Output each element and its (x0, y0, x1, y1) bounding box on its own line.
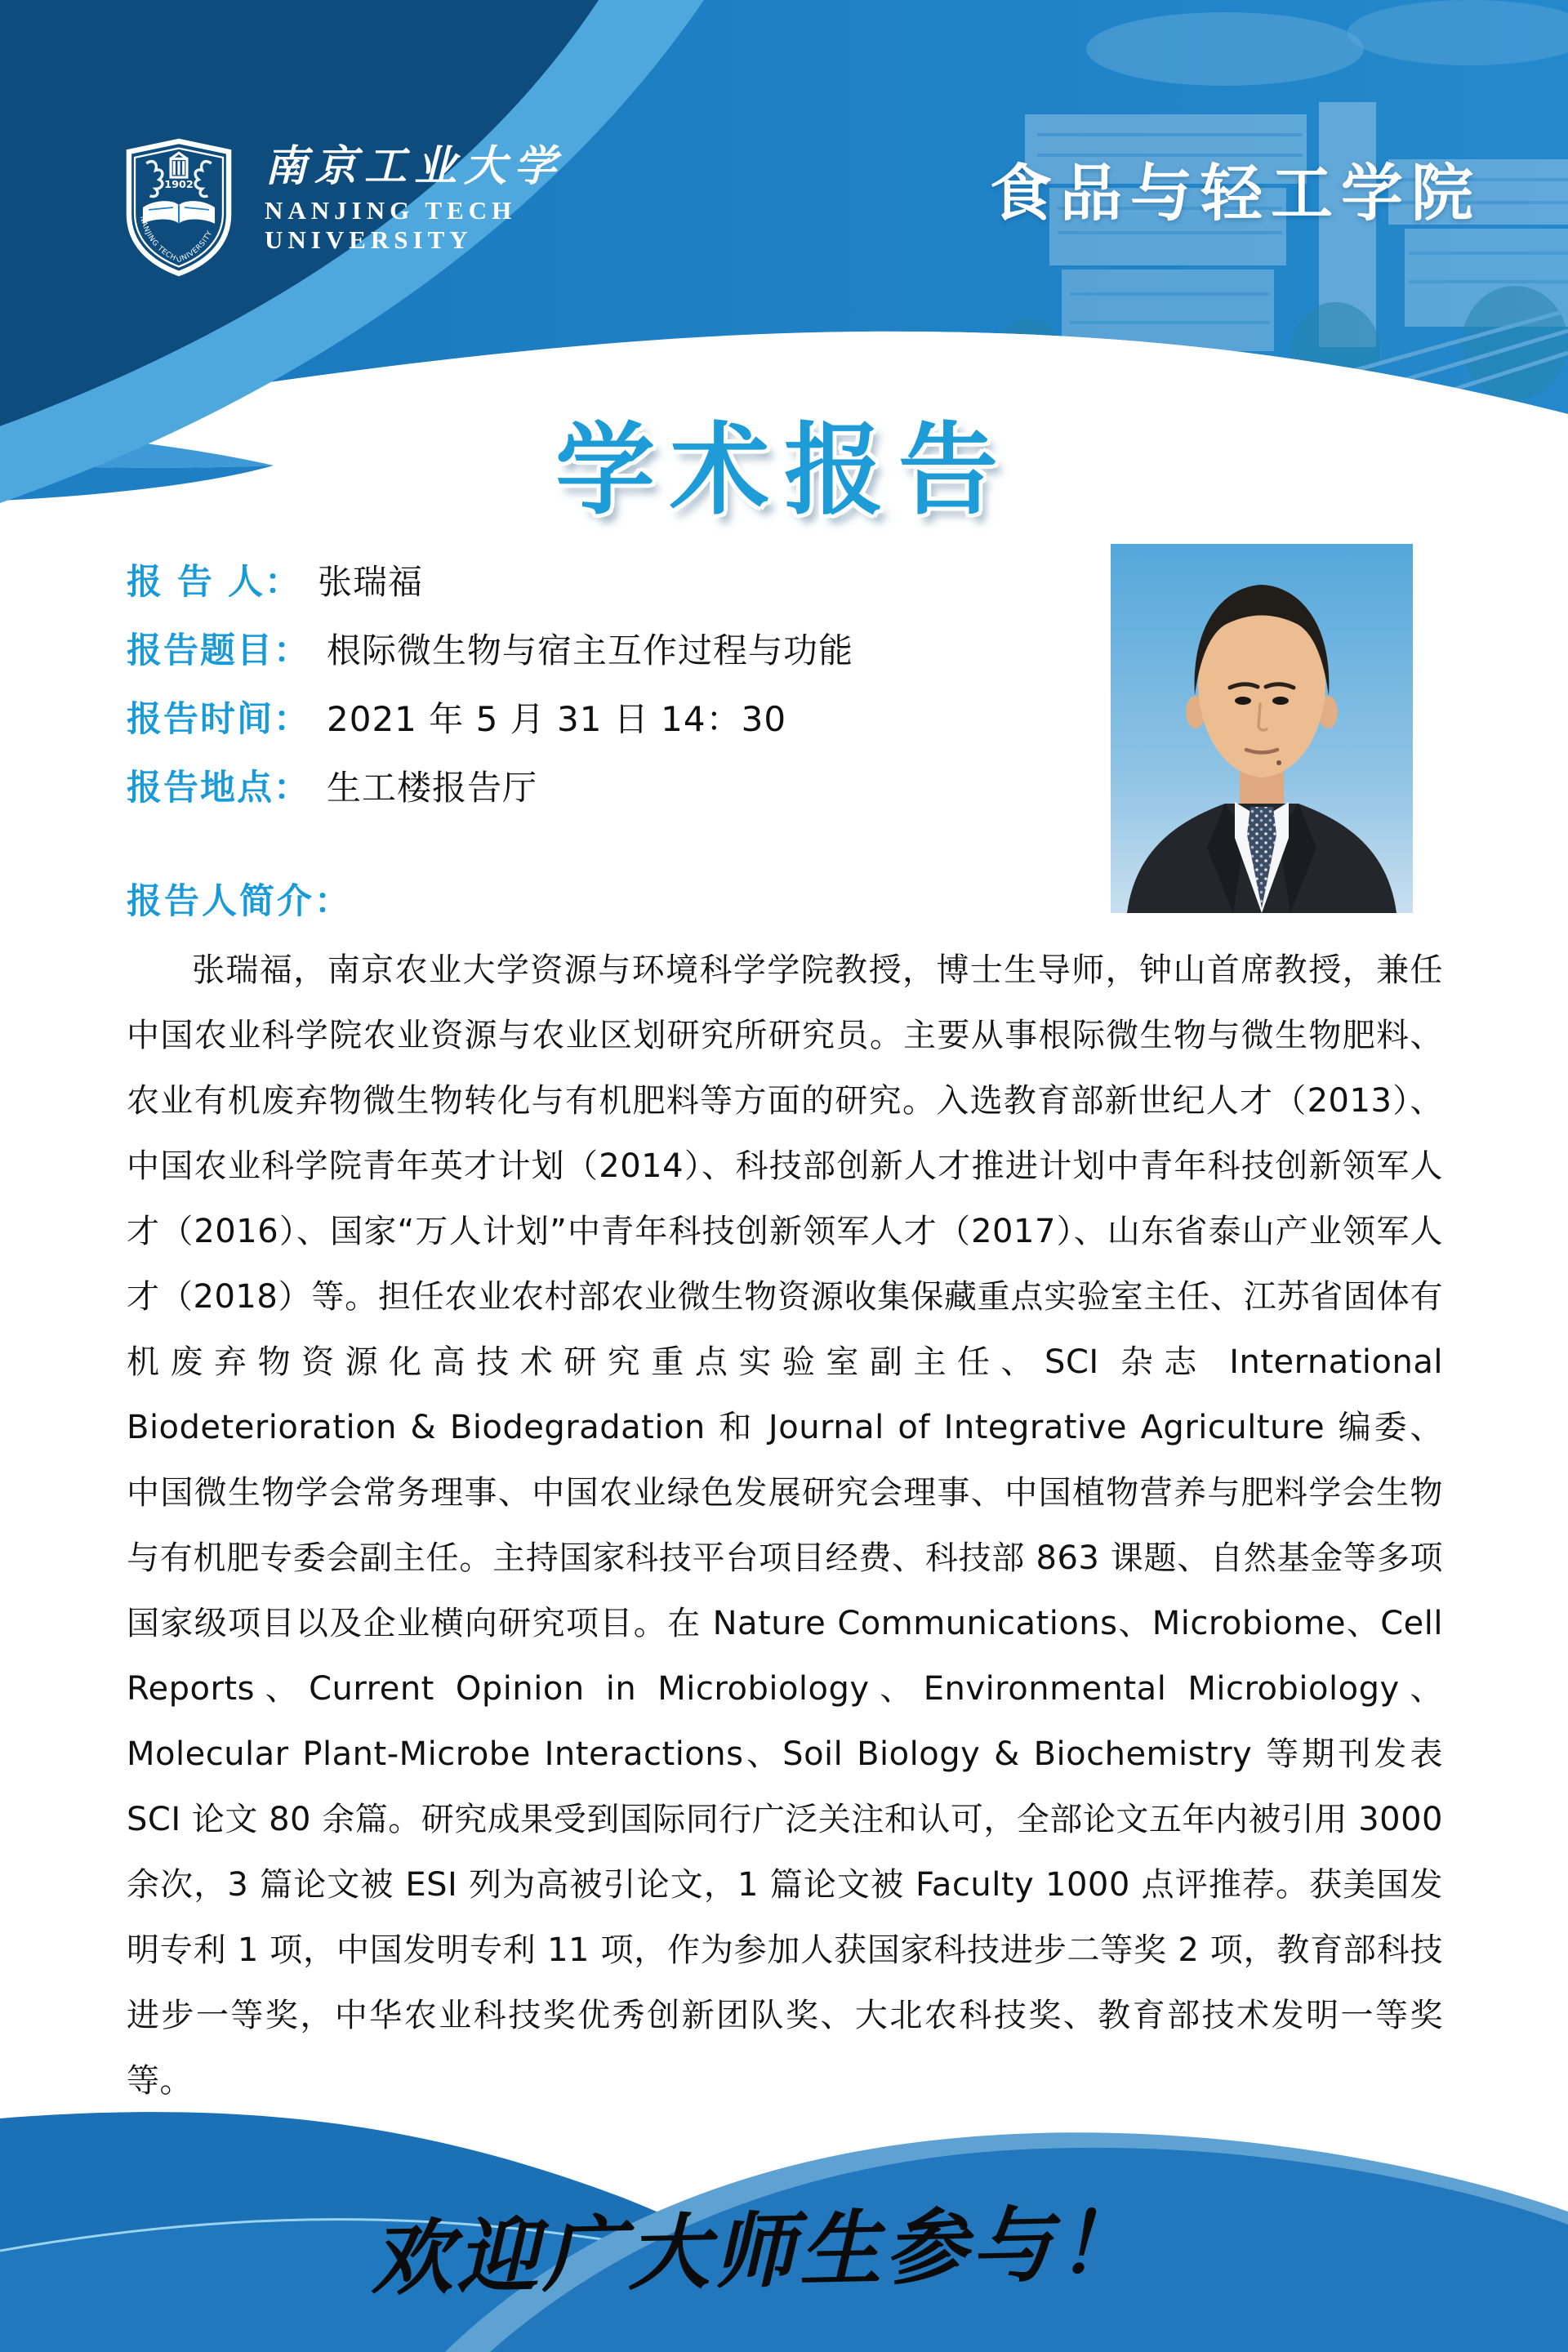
info-row-topic (127, 623, 1090, 692)
logo-year: 1902 (164, 178, 194, 191)
page-title: 学术报告 (555, 411, 1013, 528)
info-row-speaker (127, 555, 1090, 623)
info-value-time: 2021 年 5 月 31 日 14：30 (327, 699, 787, 739)
university-name-en-line1: NANJING TECH (265, 196, 517, 225)
info-row-time (127, 692, 1090, 760)
info-value-venue: 生工楼报告厅 (327, 768, 538, 808)
footer-banner (0, 2091, 1568, 2352)
university-name-block (265, 137, 564, 255)
logo-ring-text: NANJING TECH UNIVERSITY (137, 215, 215, 265)
info-value-topic: 根际微生物与宿主互作过程与功能 (327, 630, 854, 670)
info-label-speaker: 报 告 人： (127, 562, 301, 603)
footer-slogan: 欢迎广大师生参与！ (369, 2194, 1143, 2307)
lecture-info (127, 555, 1090, 829)
university-name-cn: 南京工业大学 (265, 141, 564, 191)
college-name: 食品与轻工学院 (990, 157, 1481, 229)
bio-paragraph: 张瑞福，南京农业大学资源与环境科学学院教授，博士生导师，钟山首席教授，兼任中国农业科学院农业资源与农业区划研究所研究员。主要从事根际微生物与微生物肥料、农业有机废弃物微生物转化与有机肥料等方面的研究。入选教育部新世纪人才（2013）、中国农业科学院青年英才计划（2014）、科技部创新人才推进计划中青年科技创新领军人才（2016）、国家“万人计划”中青年科技创新领军人才（2017）、山东省泰山产业领军人才（2018）等。担任农业农村部农业微生物资源收集保藏重点实验室主任、江苏省固体有机废弃物资源化高技术研究重点实验室副主任、SCI 杂志 International Biodeterioration & Biodegradation 和 Journal of Integrative Agriculture 编委、中国微生物学会常务理事、中国农业绿色发展研究会理事、中国植物营养与肥料学会生物与有机肥专委会副主任。主持国家科技平台项目经费、科技部 863 课题、自然基金等多项国家级项目以及企业横向研究项目。在 Nature Communications、Microbiome、Cell Reports、Current Opinion in Microbiology、Environmental Microbiology、Molecular Plant-Microbe Interactions、Soil Biology & Biochemistry 等期刊发表 SCI 论文 80 余篇。研究成果受到国际同行广泛关注和认可，全部论文五年内被引用 3000 余次，3 篇论文被 ESI 列为高被引论文，1 篇论文被 Faculty 1000 点评推荐。获美国发明专利 1 项，中国发明专利 11 项，作为参加人获国家科技进步二等奖 2 项，教育部科技进步一等奖，中华农业科技奖优秀创新团队奖、大北农科技奖、教育部技术发明一等奖等。 (127, 951, 1443, 2100)
info-value-speaker: 张瑞福 (317, 562, 423, 602)
bio-heading: 报告人简介： (127, 881, 352, 922)
info-row-venue (127, 760, 1090, 829)
university-name-en-line2: UNIVERSITY (265, 225, 473, 254)
logo-tower-icon (171, 153, 187, 177)
speaker-portrait (1111, 544, 1413, 913)
info-label-time: 报告时间： (127, 699, 310, 740)
info-label-topic: 报告题目： (127, 630, 310, 671)
university-logo-shield (121, 137, 237, 278)
speaker-portrait-image (1111, 544, 1413, 913)
university-logo-block (121, 137, 564, 278)
logo-book-icon (143, 201, 215, 224)
info-label-venue: 报告地点： (127, 768, 310, 808)
